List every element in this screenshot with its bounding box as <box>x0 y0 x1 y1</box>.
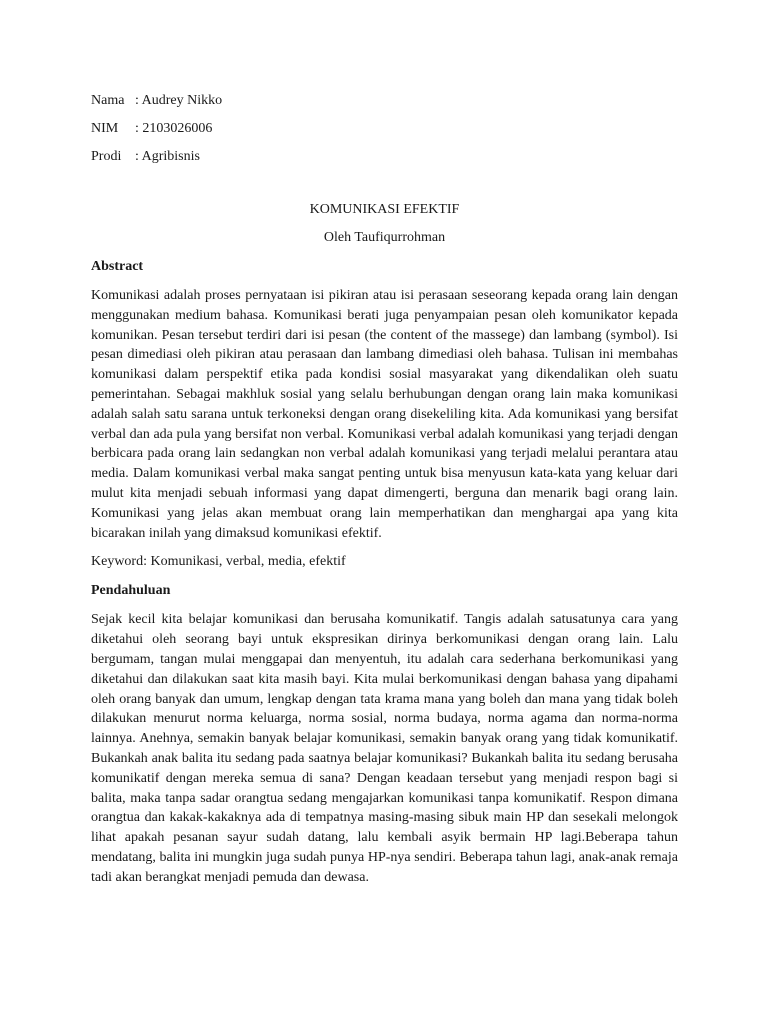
document-author: Oleh Taufiqurrohman <box>323 230 446 245</box>
name-value: : Audrey Nikko <box>135 93 223 108</box>
abstract-heading: Abstract <box>91 259 144 274</box>
name-row <box>91 90 678 118</box>
name-label: Nama <box>91 93 125 108</box>
abstract-paragraph: Komunikasi adalah proses pernyataan isi pikiran atau isi perasaan seseorang kepada orang lain dengan menggunakan medium bahasa. Komunikasi berati juga penyampaian pesan oleh komunikator kepada komunikan. Pesan tersebut terdiri dari isi pesan (the content of the massege) dan lambang (symbol). Isi pesan dimediasi oleh pikiran atau perasaan dan lambang dimediasi oleh bahasa. Tulisan ini membahas komunikasi dalam perspektif etika pada kondisi sosial masyarakat yang dikendalikan oleh suatu pemerintahan. Sebagai makhluk sosial yang selalu berhubungan dengan orang lain maka komunikasi adalah salah satu sarana untuk terkoneksi dengan orang disekeliling kita. Ada komunikasi yang bersifat verbal dan ada pula yang bersifat non verbal. Komunikasi verbal adalah komunikasi yang terjadi dengan berbicara pada orang lain sedangkan non verbal adalah komunikasi yang terjadi melalui perantara atau media. Dalam komunikasi verbal maka sangat penting untuk bisa menyusun kata-kata yang keluar dari mulut kita menjadi sebuah informasi yang dapat dimengerti, berguna dan menarik bagi orang lain. Komunikasi yang jelas akan membuat orang lain memperhatikan dan menghargai apa yang kita bicarakan inilah yang dimaksud komunikasi efektif. <box>91 288 678 541</box>
nim-row <box>91 118 678 146</box>
prodi-label: Prodi <box>91 149 122 164</box>
prodi-row <box>91 146 678 174</box>
nim-value: : 2103026006 <box>135 121 213 136</box>
nim-label: NIM <box>91 121 119 136</box>
document-title: KOMUNIKASI EFEKTIF <box>309 202 460 217</box>
prodi-value: : Agribisnis <box>135 149 200 164</box>
intro-heading: Pendahuluan <box>91 583 171 599</box>
intro-paragraph: Sejak kecil kita belajar komunikasi dan berusaha komunikatif. Tangis adalah satusatunya cara yang diketahui oleh seorang bayi untuk ekspresikan dirinya berkomunikasi dengan orang lain. Lalu bergumam, tangan mulai menggapai dan menyentuh, itu adalah cara sederhana berkomunikasi yang diketahui dan dilakukan saat kita masih bayi. Kita mulai berkomunikasi dengan bahasa yang dipahami oleh orang banyak dan umum, lengkap dengan tata krama mana yang boleh dan mana yang tidak boleh dilakukan menurut norma keluarga, norma sosial, norma budaya, norma agama dan norma-norma lainnya. Anehnya, semakin banyak belajar komunikasi, semakin banyak orang yang tidak komunikatif. Bukankah anak balita itu sedang pada saatnya belajar komunikasi? Bukankah balita itu sedang berusaha komunikatif dengan mereka semua di sana? Dengan keadaan tersebut yang menjadi respon bagi si balita, maka tanpa sadar orangtua sedang mengajarkan komunikasi tanpa komunikatif. Respon dimana orangtua dan kakak-kakaknya ada di tempatnya masing-masing sibuk main HP dan sesekali melongok lihat apakah pesanan sayur sudah datang, lalu kembali asyik bermain HP lagi.Beberapa tahun mendatang, balita ini mungkin juga sudah punya HP-nya sendiri. Beberapa tahun lagi, anak-anak remaja tadi akan berangkat menjadi pemuda dan dewasa. <box>91 612 678 885</box>
keyword-line: Keyword: Komunikasi, verbal, media, efektif <box>91 554 346 570</box>
document-content <box>91 90 678 888</box>
